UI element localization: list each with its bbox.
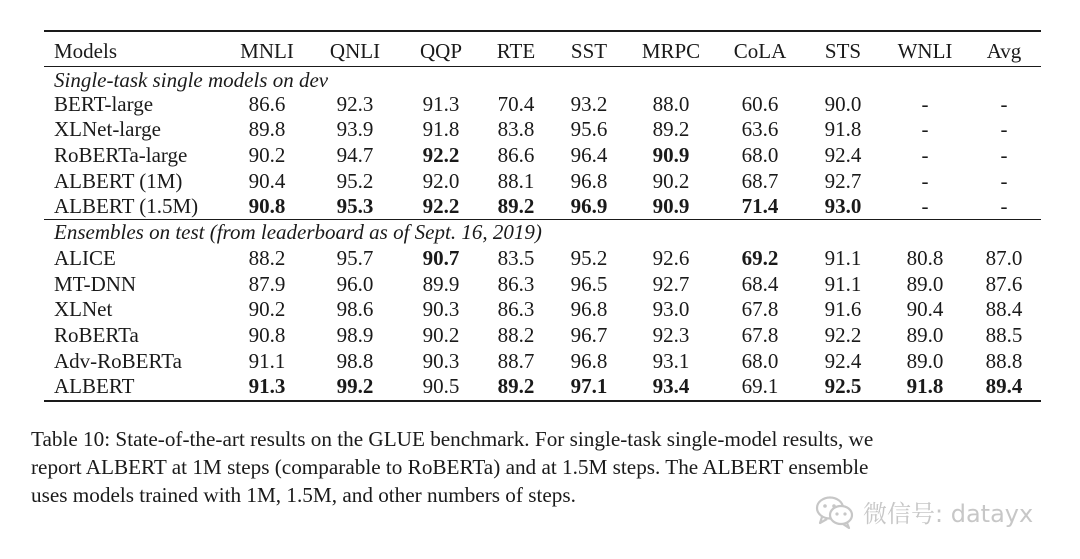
model-name-cell: Adv-RoBERTa	[54, 349, 182, 373]
score-cell: 90.9	[652, 194, 690, 218]
model-name-cell: XLNet-large	[54, 117, 161, 141]
score-cell: 67.8	[741, 323, 779, 347]
score-cell: 92.0	[422, 169, 460, 193]
score-cell: -	[921, 143, 929, 167]
score-cell: 86.6	[248, 92, 286, 116]
column-header: SST	[570, 39, 608, 63]
score-cell: 88.2	[248, 246, 286, 270]
score-cell: 93.0	[824, 194, 862, 218]
score-cell: 97.1	[570, 374, 608, 398]
score-cell: 60.6	[741, 92, 779, 116]
model-name-cell: ALBERT (1.5M)	[54, 194, 199, 218]
score-cell: 96.7	[570, 323, 608, 347]
caption-line: uses models trained with 1M, 1.5M, and other numbers of steps.	[31, 483, 576, 507]
score-cell: 92.5	[824, 374, 862, 398]
score-cell: 98.6	[336, 297, 374, 321]
score-cell: 70.4	[497, 92, 535, 116]
score-cell: 96.4	[570, 143, 608, 167]
score-cell: 92.7	[824, 169, 862, 193]
score-cell: -	[921, 169, 929, 193]
score-cell: -	[921, 92, 929, 116]
score-cell: 69.2	[741, 246, 779, 270]
watermark	[815, 494, 1033, 529]
score-cell: 91.1	[824, 272, 862, 296]
score-cell: 90.2	[248, 297, 286, 321]
column-header-models: Models	[54, 39, 117, 63]
score-cell: 93.4	[652, 374, 690, 398]
column-header: WNLI	[897, 39, 953, 63]
score-cell: 96.8	[570, 169, 608, 193]
score-cell: 92.7	[652, 272, 690, 296]
score-cell: 68.0	[741, 143, 779, 167]
table-rule	[44, 400, 1041, 402]
score-cell: 98.8	[336, 349, 374, 373]
score-cell: 89.9	[422, 272, 460, 296]
score-cell: 92.3	[336, 92, 374, 116]
score-cell: 91.8	[824, 117, 862, 141]
score-cell: -	[1000, 143, 1008, 167]
score-cell: 90.8	[248, 323, 286, 347]
score-cell: 68.7	[741, 169, 779, 193]
score-cell: 90.4	[248, 169, 286, 193]
score-cell: 96.5	[570, 272, 608, 296]
score-cell: 80.8	[906, 246, 944, 270]
score-cell: 96.9	[570, 194, 608, 218]
score-cell: 91.8	[422, 117, 460, 141]
column-header: STS	[824, 39, 862, 63]
model-name-cell: XLNet	[54, 297, 113, 321]
score-cell: 88.8	[985, 349, 1023, 373]
score-cell: 96.8	[570, 297, 608, 321]
score-cell: 93.2	[570, 92, 608, 116]
score-cell: 86.6	[497, 143, 535, 167]
score-cell: 89.0	[906, 349, 944, 373]
score-cell: 89.0	[906, 323, 944, 347]
column-header: MNLI	[240, 39, 294, 63]
column-header: MRPC	[641, 39, 701, 63]
section-title: Single-task single models on dev	[54, 68, 329, 92]
score-cell: 86.3	[497, 297, 535, 321]
score-cell: -	[1000, 169, 1008, 193]
score-cell: 90.0	[824, 92, 862, 116]
score-cell: 90.2	[422, 323, 460, 347]
score-cell: 89.2	[652, 117, 690, 141]
score-cell: 91.3	[422, 92, 460, 116]
score-cell: 88.2	[497, 323, 535, 347]
score-cell: -	[921, 194, 929, 218]
score-cell: 88.7	[497, 349, 535, 373]
score-cell: 92.4	[824, 143, 862, 167]
caption-line: Table 10: State-of-the-art results on the GLUE benchmark. For single-task single-model results, we	[31, 427, 874, 451]
section-title: Ensembles on test (from leaderboard as of Sept. 16, 2019)	[54, 220, 542, 244]
score-cell: 90.2	[248, 143, 286, 167]
score-cell: 96.8	[570, 349, 608, 373]
score-cell: 71.4	[741, 194, 779, 218]
model-name-cell: ALICE	[54, 246, 116, 270]
score-cell: 90.5	[422, 374, 460, 398]
score-cell: 95.2	[336, 169, 374, 193]
score-cell: -	[1000, 194, 1008, 218]
score-cell: 91.1	[824, 246, 862, 270]
score-cell: 93.1	[652, 349, 690, 373]
caption-line: report ALBERT at 1M steps (comparable to RoBERTa) and at 1.5M steps. The ALBERT ensemble	[31, 455, 869, 479]
model-name-cell: MT-DNN	[54, 272, 137, 296]
score-cell: 67.8	[741, 297, 779, 321]
score-cell: -	[921, 117, 929, 141]
score-cell: 68.4	[741, 272, 779, 296]
score-cell: 89.4	[985, 374, 1023, 398]
score-cell: 91.8	[906, 374, 944, 398]
column-header: CoLA	[733, 39, 787, 63]
score-cell: 90.3	[422, 349, 460, 373]
score-cell: 83.5	[497, 246, 535, 270]
score-cell: 95.3	[336, 194, 374, 218]
score-cell: 88.1	[497, 169, 535, 193]
score-cell: 98.9	[336, 323, 374, 347]
column-header: QQP	[419, 39, 463, 63]
score-cell: 83.8	[497, 117, 535, 141]
model-name-cell: RoBERTa-large	[54, 143, 188, 167]
model-name-cell: BERT-large	[54, 92, 154, 116]
score-cell: 68.0	[741, 349, 779, 373]
score-cell: 86.3	[497, 272, 535, 296]
score-cell: 90.4	[906, 297, 944, 321]
score-cell: 96.0	[336, 272, 374, 296]
score-cell: 92.4	[824, 349, 862, 373]
score-cell: 87.6	[985, 272, 1023, 296]
score-cell: 99.2	[336, 374, 374, 398]
score-cell: 90.8	[248, 194, 286, 218]
score-cell: 94.7	[336, 143, 374, 167]
score-cell: 93.9	[336, 117, 374, 141]
model-name-cell: ALBERT	[54, 374, 135, 398]
score-cell: 90.9	[652, 143, 690, 167]
table-rule	[44, 30, 1041, 32]
score-cell: 93.0	[652, 297, 690, 321]
model-name-cell: RoBERTa	[54, 323, 139, 347]
score-cell: 89.2	[497, 194, 535, 218]
score-cell: 89.2	[497, 374, 535, 398]
score-cell: 88.0	[652, 92, 690, 116]
score-cell: 88.5	[985, 323, 1023, 347]
score-cell: 91.3	[248, 374, 286, 398]
score-cell: 92.6	[652, 246, 690, 270]
column-header: RTE	[496, 39, 536, 63]
wechat-icon	[815, 495, 855, 529]
column-header: Avg	[986, 39, 1022, 63]
score-cell: 95.7	[336, 246, 374, 270]
score-cell: 90.7	[422, 246, 460, 270]
score-cell: 89.8	[248, 117, 286, 141]
score-cell: 69.1	[741, 374, 779, 398]
score-cell: -	[1000, 117, 1008, 141]
score-cell: 89.0	[906, 272, 944, 296]
score-cell: 92.2	[422, 194, 460, 218]
score-cell: -	[1000, 92, 1008, 116]
model-name-cell: ALBERT (1M)	[54, 169, 183, 193]
score-cell: 92.3	[652, 323, 690, 347]
score-cell: 87.9	[248, 272, 286, 296]
score-cell: 63.6	[741, 117, 779, 141]
watermark-text: 微信号: datayx	[863, 500, 1034, 528]
score-cell: 91.1	[248, 349, 286, 373]
column-header: QNLI	[329, 39, 381, 63]
score-cell: 91.6	[824, 297, 862, 321]
score-cell: 92.2	[824, 323, 862, 347]
score-cell: 92.2	[422, 143, 460, 167]
score-cell: 87.0	[985, 246, 1023, 270]
score-cell: 88.4	[985, 297, 1023, 321]
score-cell: 95.6	[570, 117, 608, 141]
score-cell: 90.3	[422, 297, 460, 321]
score-cell: 90.2	[652, 169, 690, 193]
score-cell: 95.2	[570, 246, 608, 270]
